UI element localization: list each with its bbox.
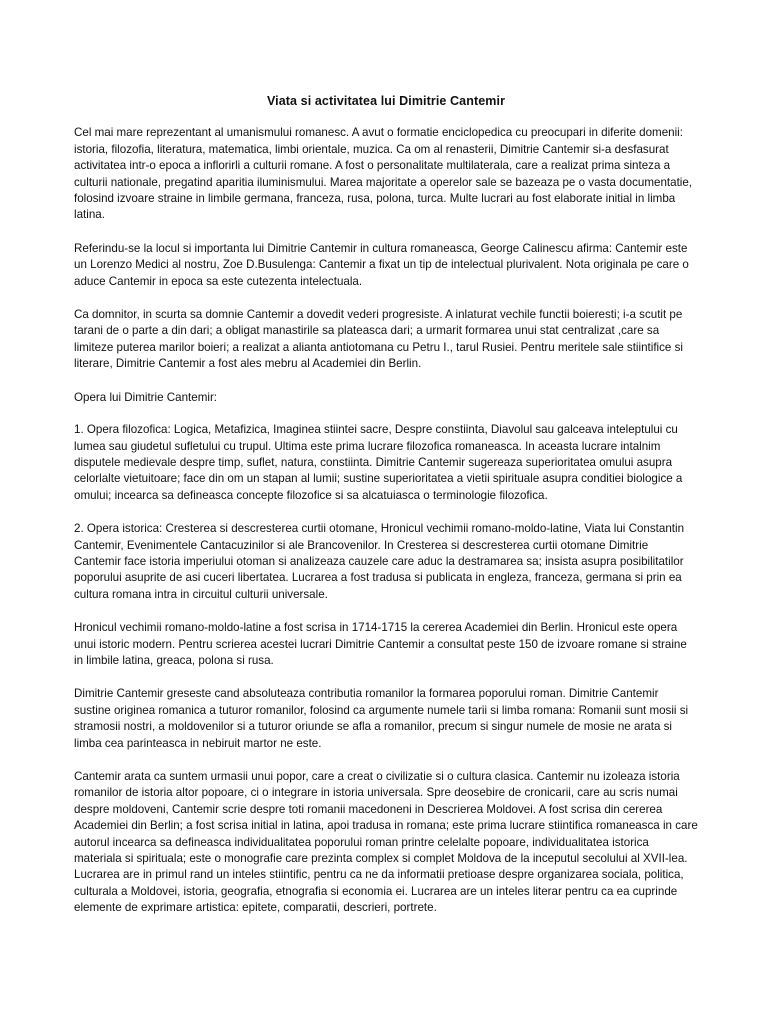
document-page [74,93,698,934]
paragraph-descrierea: Cantemir arata ca suntem urmasii unui popor, care a creat o civilizatie si o cultura clasica. Cantemir nu izoleaza istoria romanilor de istoria altor popoare, ci o integrare in istoria universala. Spre deosebire de cronicarii, care au scris numai despre moldoveni, Cantemir scrie despre toti romanii macedoneni in Descrierea Moldovei. A fost scrisa din cererea Academiei din Berlin; a fost scrisa initial in latina, apoi tradusa in romana; este prima lucrare stiintifica romaneasca in care autorul incearca sa defineasca individualitatea poporului roman printre celelalte popoare, individualitatea istorica materiala si spirituala; este o monografie care prezinta complex si complet Moldova de la inceputul secolului al XVII-lea. Lucrarea are in primul rand un inteles stiintific, pentru ca ne da informatii pretioase despre organizarea sociala, politica, culturala a Moldovei, istoria, geografia, etnografia si economia ei. Lucrarea are un inteles literar pentru ca ea cuprinde elemente de exprimare artistica: epitete, comparatii, descrieri, portrete. [74,770,698,915]
paragraph-opera-heading: Opera lui Dimitrie Cantemir: [74,390,218,404]
paragraph-hronicul: Hronicul vechimii romano-moldo-latine a fost scrisa in 1714-1715 la cererea Academiei din Berlin. Hronicul este opera unui istoric modern. Pentru scrierea acestei lucrari Dimitrie Cantemir a consultat peste 150 de izvoare romane si straine in limbile latina, greaca, polona si rusa. [74,621,687,667]
document-title: Viata si activitatea lui Dimitrie Cantemir [266,94,506,108]
paragraph-opera-istorica: 2. Opera istorica: Cresterea si descresterea curtii otomane, Hronicul vechimii romano-moldo-latine, Viata lui Constantin Cantemir, Evenimentele Cantacuzinilor si ale Brancovenilor. In Cresterea si descresterea curtii otomane Dimitrie Cantemir face istoria imperiului otoman si analizeaza cauzele care aduc la destramarea sa; insista asupra posibilitatilor poporului asuprite de asi cuceri libertatea. Lucrarea a fost tradusa si publicata in engleza, franceza, germana si prin ea cultura romana intra in circuitul culturii universale. [74,522,685,601]
paragraph-domnitor: Ca domnitor, in scurta sa domnie Cantemir a dovedit vederi progresiste. A inlaturat vechile functii boieresti; i-a scutit pe tarani de o parte a din dari; a obligat manastirile sa plateasca dari; a urmarit formarea unui stat centralizat ,care sa limiteze puterea marilor boieri; a realizat a alianta antiotomana cu Petru I., tarul Rusiei. Pentru meritele sale stiintifice si literare, Dimitrie Cantemir a fost ales mebru al Academiei din Berlin. [74,308,683,371]
paragraph-calinescu: Referindu-se la locul si importanta lui Dimitrie Cantemir in cultura romaneasca, George Calinescu afirma: Cantemir este un Lorenzo Medici al nostru, Zoe D.Busulenga: Cantemir a fixat un tip de intelectual plurivalent. Nota originala pe care o aduce Cantemir in epoca sa este cutezenta intelectuala. [74,241,689,288]
paragraph-opera-filozofica: 1. Opera filozofica: Logica, Metafizica, Imaginea stiintei sacre, Despre constiinta, Diavolul sau galceava inteleptului cu lumea sau giudetul sufletului cu trupul. Ultima este prima lucrare filozofica romaneasca. In aceasta lucrare intalnim disputele medievale despre timp, suflet, natura, constiinta. Dimitrie Cantemir sugereaza superioritatea omului asupra celorlalte vietuitoare; face din om un stapan al lumii; sustine superioritatea a vietii spirituale asupra conditiei biologice a omului; incearca sa defineasca concepte filozofice si sa alcatuiasca o terminologie filozofica. [74,423,683,502]
paragraph-originea: Dimitrie Cantemir greseste cand absoluteaza contributia romanilor la formarea poporului roman. Dimitrie Cantemir sustine originea romanica a tuturor romanilor, folosind ca argumente numele tarii si limba romana: Romanii sunt mosii si stramosii nostri, a moldovenilor si a tuturor oriunde se afla a romanilor, precum si singur numele de mosie ne arata si limba cea parinteasca in nebiruit martor ne este. [74,687,689,750]
paragraph-intro: Cel mai mare reprezentant al umanismului romanesc. A avut o formatie enciclopedica cu preocupari in diferite domenii: istoria, filozofia, literatura, matematica, limbi orientale, muzica. Ca om al renasterii, Dimitrie Cantemir si-a desfasurat activitatea intr-o epoca a inflorirli a culturii romane. A fost o personalitate multilaterala, care a realizat prima sinteza a culturii nationale, pregatind aparitia iluminismului. Marea majoritate a operelor sale se bazeaza pe o vasta documentatie, folosind izvoare straine in limbile germana, franceza, rusa, polona, turca. Multe lucrari au fost elaborate initial in limba latina. [74,126,693,222]
